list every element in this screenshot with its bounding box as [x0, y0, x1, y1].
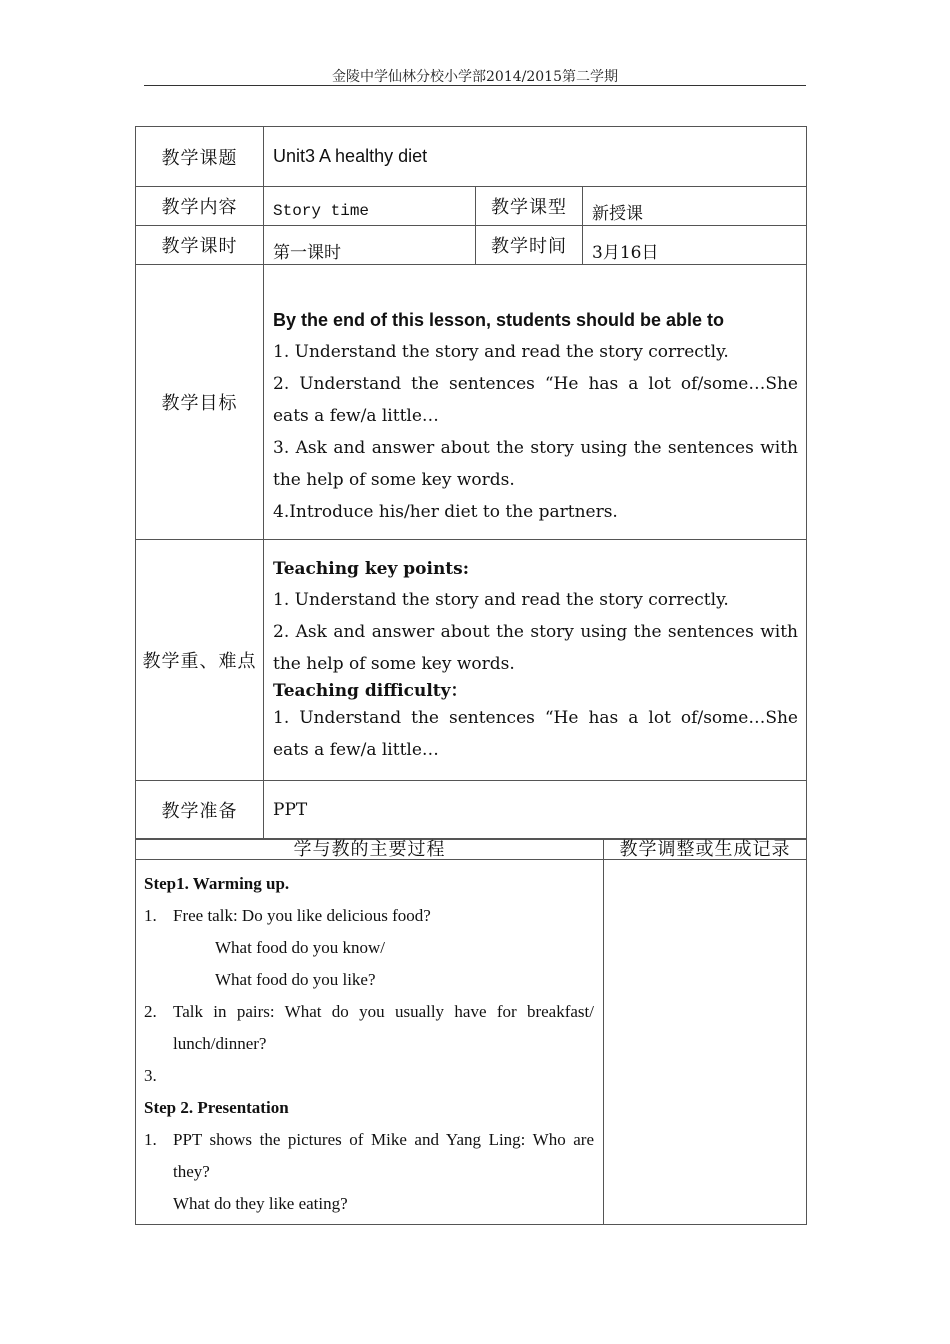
content-value-text: Story time [273, 202, 370, 220]
goal-item: 2. Understand the sentences “He has a lot of/some…She eats a few/a little… [273, 374, 798, 426]
time-value-text: 3月16日 [592, 242, 659, 263]
step1-title: Step1. Warming up. [144, 874, 290, 893]
goal-item: 1. Understand the story and read the story correctly. [273, 342, 729, 362]
process-body-row [136, 860, 807, 1225]
key-point-item: 1. Understand the story and read the story correctly. [273, 590, 729, 610]
topic-label: 教学课题 [136, 127, 264, 187]
keys-cell [264, 540, 807, 781]
prep-label: 教学准备 [136, 781, 264, 839]
item-text: What food do you know/ [215, 938, 385, 957]
item-number: 1. [144, 1130, 157, 1149]
lesson-plan-table [135, 126, 807, 839]
period-label: 教学课时 [136, 226, 264, 265]
period-value-text: 第一课时 [273, 242, 341, 263]
step1-item [144, 932, 594, 964]
difficulty-title: Teaching difficulty： [273, 681, 468, 701]
process-header-row [136, 840, 807, 860]
step1-item [144, 900, 594, 932]
goals-row [136, 265, 807, 540]
keys-label: 教学重、难点 [136, 540, 264, 781]
prep-row [136, 781, 807, 839]
item-text: PPT shows the pictures of Mike and Yang Ling: Who are they? [173, 1130, 594, 1181]
notes-header: 教学调整或生成记录 [604, 840, 807, 860]
goals-cell [264, 265, 807, 540]
step2-item [144, 1188, 594, 1220]
item-text: Talk in pairs: What do you usually have for breakfast/ lunch/dinner? [173, 1002, 594, 1053]
content-row [136, 187, 807, 226]
content-value [264, 187, 476, 226]
header-rule [144, 85, 806, 86]
step1-item [144, 964, 594, 996]
step2-title: Step 2. Presentation [144, 1098, 289, 1117]
time-label: 教学时间 [476, 226, 583, 265]
item-text: What food do you like? [215, 970, 376, 989]
item-text: What do they like eating? [173, 1194, 348, 1213]
goals-label: 教学目标 [136, 265, 264, 540]
type-value-text: 新授课 [592, 203, 643, 224]
keys-row [136, 540, 807, 781]
key-point-item: 2. Ask and answer about the story using the sentences with the help of some key words. [273, 622, 798, 674]
period-row [136, 226, 807, 265]
item-text [173, 1060, 594, 1092]
type-label: 教学课型 [476, 187, 583, 226]
time-value [583, 226, 807, 265]
goal-item: 3. Ask and answer about the story using the sentences with the help of some key words. [273, 438, 798, 490]
prep-value: PPT [264, 781, 807, 839]
difficulty-item: 1. Understand the sentences “He has a lot of/some…She eats a few/a little… [273, 708, 798, 760]
main-process-header: 学与教的主要过程 [136, 840, 604, 860]
item-text: Free talk: Do you like delicious food? [173, 906, 431, 925]
page-header: 金陵中学仙林分校小学部2014/2015第二学期 [332, 69, 618, 85]
item-number: 3. [144, 1066, 157, 1085]
notes-cell [604, 860, 807, 1225]
step2-item [144, 1124, 594, 1188]
item-number [144, 1188, 173, 1220]
goal-item: 4.Introduce his/her diet to the partners. [273, 502, 618, 522]
type-value [583, 187, 807, 226]
period-value [264, 226, 476, 265]
goals-intro: By the end of this lesson, students should be able to [273, 310, 725, 330]
item-number: 2. [144, 1002, 157, 1021]
content-label: 教学内容 [136, 187, 264, 226]
topic-row [136, 127, 807, 187]
key-points-title: Teaching key points: [273, 559, 469, 579]
step1-item [144, 1060, 594, 1092]
process-steps-cell [136, 860, 604, 1225]
process-table [135, 839, 807, 1225]
step1-item [144, 996, 594, 1060]
topic-value: Unit3 A healthy diet [264, 127, 807, 187]
item-number: 1. [144, 906, 157, 925]
